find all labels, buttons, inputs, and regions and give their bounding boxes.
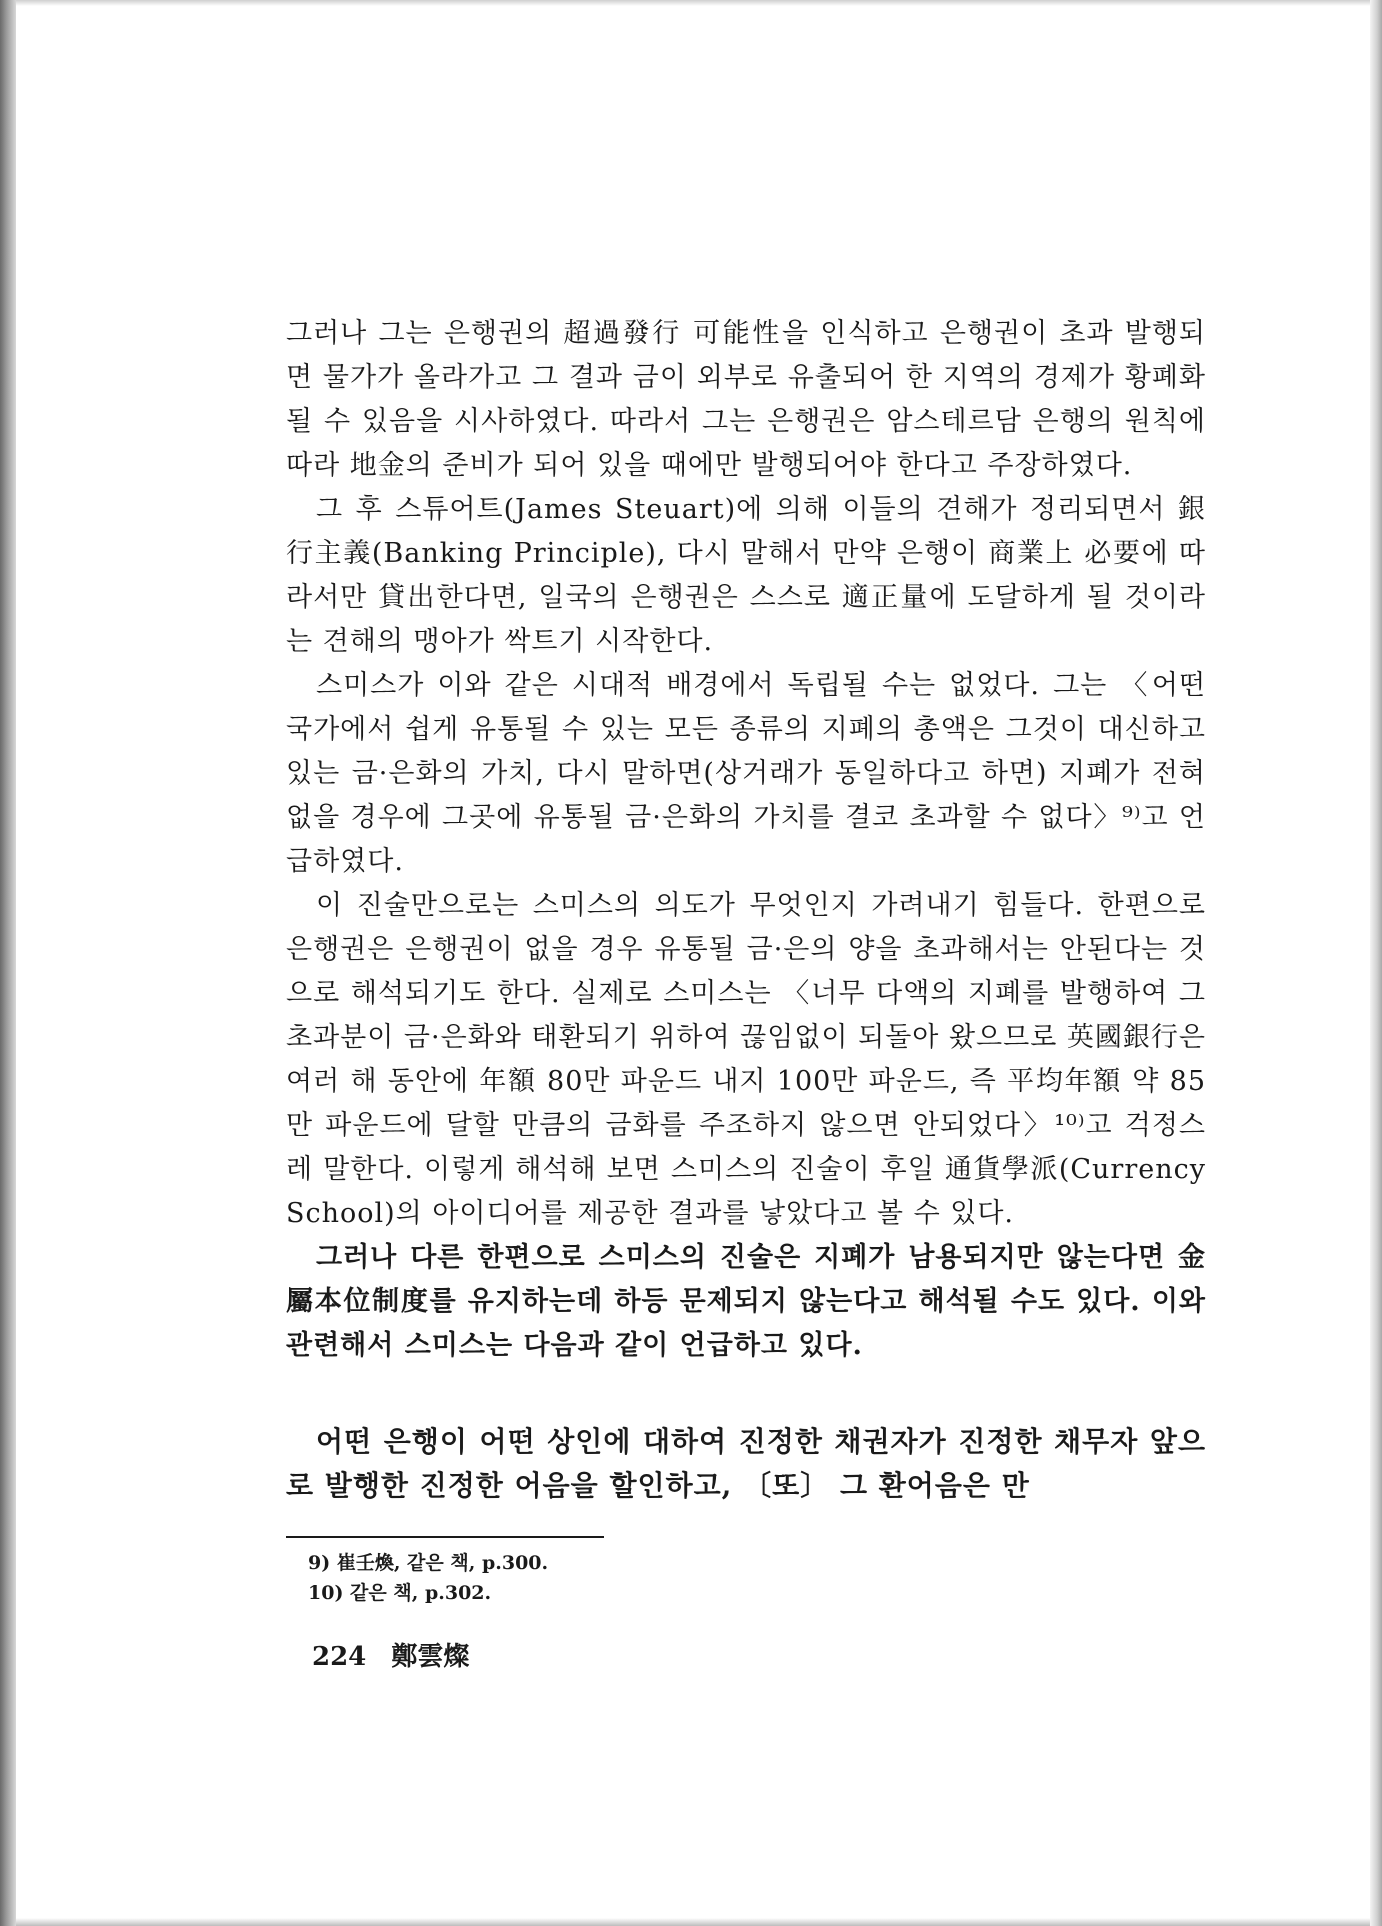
page-number: 224: [312, 1642, 367, 1672]
paragraph-3: 스미스가 이와 같은 시대적 배경에서 독립될 수는 없었다. 그는 〈어떤 국가에서 쉽게 유통될 수 있는 모든 종류의 지폐의 총액은 그것이 대신하고 있는 금·은화의 가치, 다시 말하면(상거래가 동일하다고 하면) 지폐가 전혀 없을 경우에 그곳에 유통될 금·은화의 가치를 결코 초과할 수 없다〉⁹⁾고 언급하였다.: [286, 670, 1206, 877]
block-quote: 어떤 은행이 어떤 상인에 대하여 진정한 채권자가 진정한 채무자 앞으로 발행한 진정한 어음을 할인하고, 〔또〕 그 환어음은 만: [286, 1425, 1206, 1502]
paragraph-4: 이 진술만으로는 스미스의 의도가 무엇인지 가려내기 힘들다. 한편으로 은행권은 은행권이 없을 경우 유통될 금·은의 양을 초과해서는 안된다는 것으로 해석되기도 한다. 실제로 스미스는 〈너무 다액의 지폐를 발행하여 그 초과분이 금·은화와 태환되기 위하여 끊임없이 되돌아 왔으므로 英國銀行은 여러 해 동안에 年額 80만 파운드 내지 100만 파운드, 즉 平均年額 약 85만 파운드에 달할 만큼의 금화를 주조하지 않으면 안되었다〉¹⁰⁾고 걱정스레 말한다. 이렇게 해석해 보면 스미스의 진술이 후일 通貨學派(Currency School)의 아이디어를 제공한 결과를 낳았다고 볼 수 있다.: [286, 890, 1206, 1229]
page-bottom-edge: [16, 1918, 1370, 1926]
running-footer: [286, 1636, 1206, 1673]
page-right-edge: [1370, 0, 1382, 1926]
footnote-10: 10) 같은 책, p.302.: [308, 1582, 492, 1604]
footnotes: [286, 1548, 1206, 1608]
paragraph-5: 그러나 다른 한편으로 스미스의 진술은 지폐가 남용되지만 않는다면 金屬本位制度를 유지하는데 하등 문제되지 않는다고 해석될 수도 있다. 이와 관련해서 스미스는 다음과 같이 언급하고 있다.: [286, 1242, 1206, 1361]
author-name: 鄭雲燦: [391, 1642, 470, 1672]
footnote-divider: [286, 1536, 604, 1538]
book-spine: [0, 0, 16, 1926]
footnote-9: 9) 崔壬煥, 같은 책, p.300.: [308, 1552, 549, 1574]
paragraph-1: 그러나 그는 은행권의 超過發行 可能性을 인식하고 은행권이 초과 발행되면 물가가 올라가고 그 결과 금이 외부로 유출되어 한 지역의 경제가 황폐화될 수 있음을 시사하였다. 따라서 그는 은행권은 암스테르담 은행의 원칙에 따라 地金의 준비가 되어 있을 때에만 발행되어야 한다고 주장하였다.: [286, 318, 1206, 481]
page-top-edge: [16, 0, 1370, 6]
paragraph-2: 그 후 스튜어트(James Steuart)에 의해 이들의 견해가 정리되면서 銀行主義(Banking Principle), 다시 말해서 만약 은행이 商業上 必要에 따라서만 貸出한다면, 일국의 은행권은 스스로 適正量에 도달하게 될 것이라는 견해의 맹아가 싹트기 시작한다.: [286, 494, 1206, 657]
page-body: [286, 312, 1206, 1673]
